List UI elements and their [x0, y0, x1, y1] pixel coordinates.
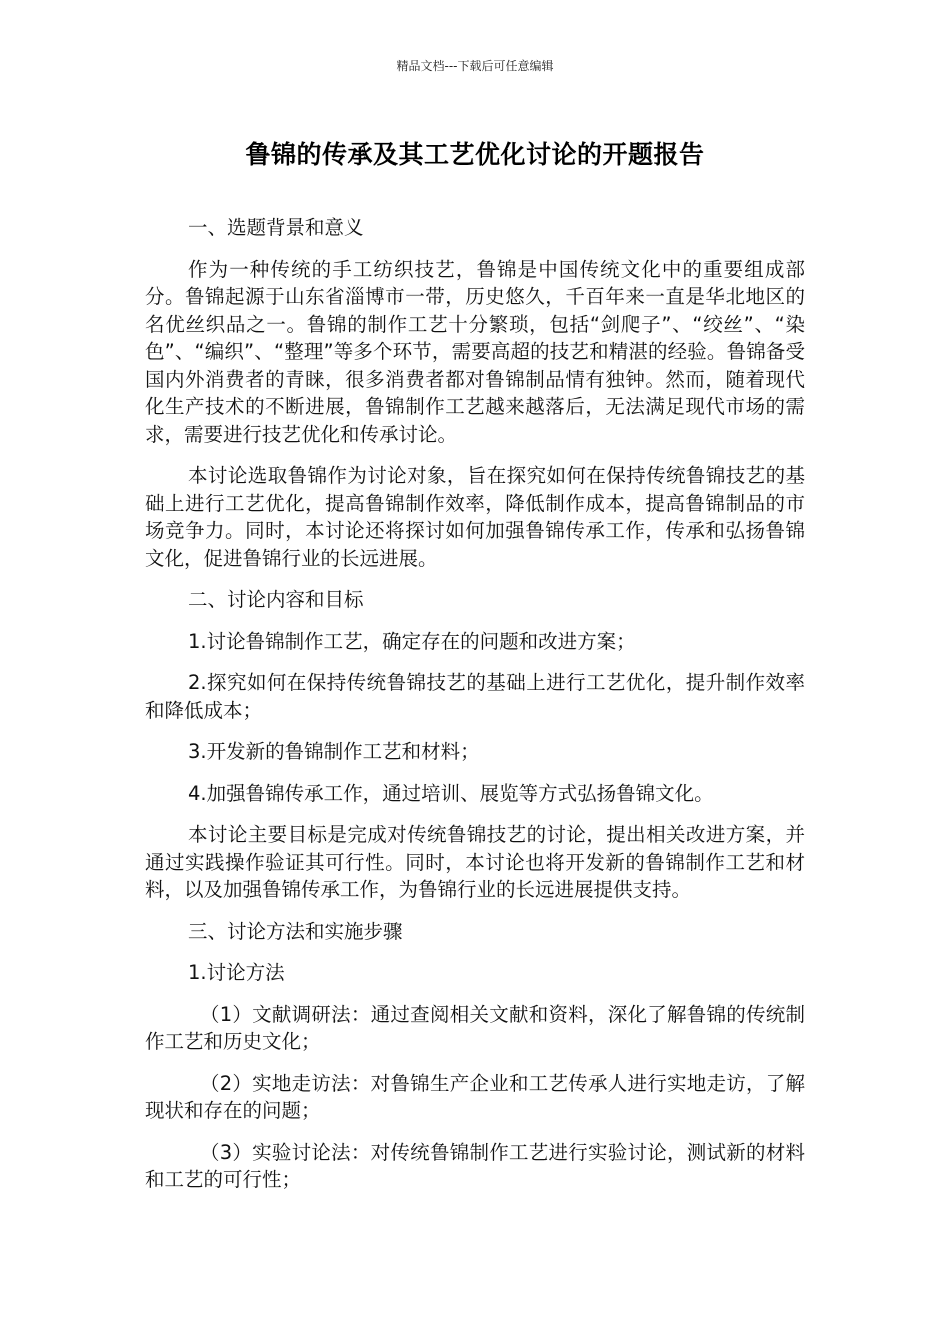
list-item-content-3: 3.开发新的鲁锦制作工艺和材料； [188, 740, 480, 763]
subheading-methods: 1.讨论方法 [188, 961, 285, 984]
list-item-content-2: 2.探究如何在保持传统鲁锦技艺的基础上进行工艺优化，提升制作效率和降低成本； [145, 671, 805, 722]
section-heading-background: 一、选题背景和意义 [188, 216, 364, 239]
section-heading-methods: 三、讨论方法和实施步骤 [188, 919, 403, 943]
page-header: 精品文档---下载后可任意编辑 [396, 59, 554, 73]
document-title: 鲁锦的传承及其工艺优化讨论的开题报告 [245, 140, 705, 169]
paragraph-background: 作为一种传统的手工纺织技艺，鲁锦是中国传统文化中的重要组成部分。鲁锦起源于山东省淄博市一带，历史悠久，千百年来一直是华北地区的名优丝织品之一。鲁锦的制作工艺十分繁琐，包括“剑爬子”、“绞丝”、“染色”、“编织”、“整理”等多个环节，需要高超的技艺和精湛的经验。鲁锦备受国内外消费者的青睐，很多消费者都对鲁锦制品情有独钟。然而，随着现代化生产技术的不断进展，鲁锦制作工艺越来越落后，无法满足现代市场的需求，需要进行技艺优化和传承讨论。 [145, 257, 805, 446]
paragraph-goals: 本讨论主要目标是完成对传统鲁锦技艺的讨论，提出相关改进方案，并通过实践操作验证其可行性。同时，本讨论也将开发新的鲁锦制作工艺和材料，以及加强鲁锦传承工作，为鲁锦行业的长远进展提供支持。 [145, 823, 805, 901]
section-heading-content: 二、讨论内容和目标 [188, 588, 364, 611]
method-item-3: （3）实验讨论法：对传统鲁锦制作工艺进行实验讨论，测试新的材料和工艺的可行性； [145, 1140, 805, 1191]
document-body [145, 214, 805, 1208]
paragraph-purpose: 本讨论选取鲁锦作为讨论对象，旨在探究如何在保持传统鲁锦技艺的基础上进行工艺优化，提高鲁锦制作效率，降低制作成本，提高鲁锦制品的市场竞争力。同时，本讨论还将探讨如何加强鲁锦传承工作，传承和弘扬鲁锦文化，促进鲁锦行业的长远进展。 [145, 464, 805, 570]
method-item-2: （2）实地走访法：对鲁锦生产企业和工艺传承人进行实地走访，了解现状和存在的问题； [145, 1071, 805, 1122]
list-item-content-4: 4.加强鲁锦传承工作，通过培训、展览等方式弘扬鲁锦文化。 [188, 781, 714, 805]
method-item-1: （1）文献调研法：通过查阅相关文献和资料，深化了解鲁锦的传统制作工艺和历史文化； [145, 1002, 805, 1053]
list-item-content-1: 1.讨论鲁锦制作工艺，确定存在的问题和改进方案； [188, 629, 636, 653]
